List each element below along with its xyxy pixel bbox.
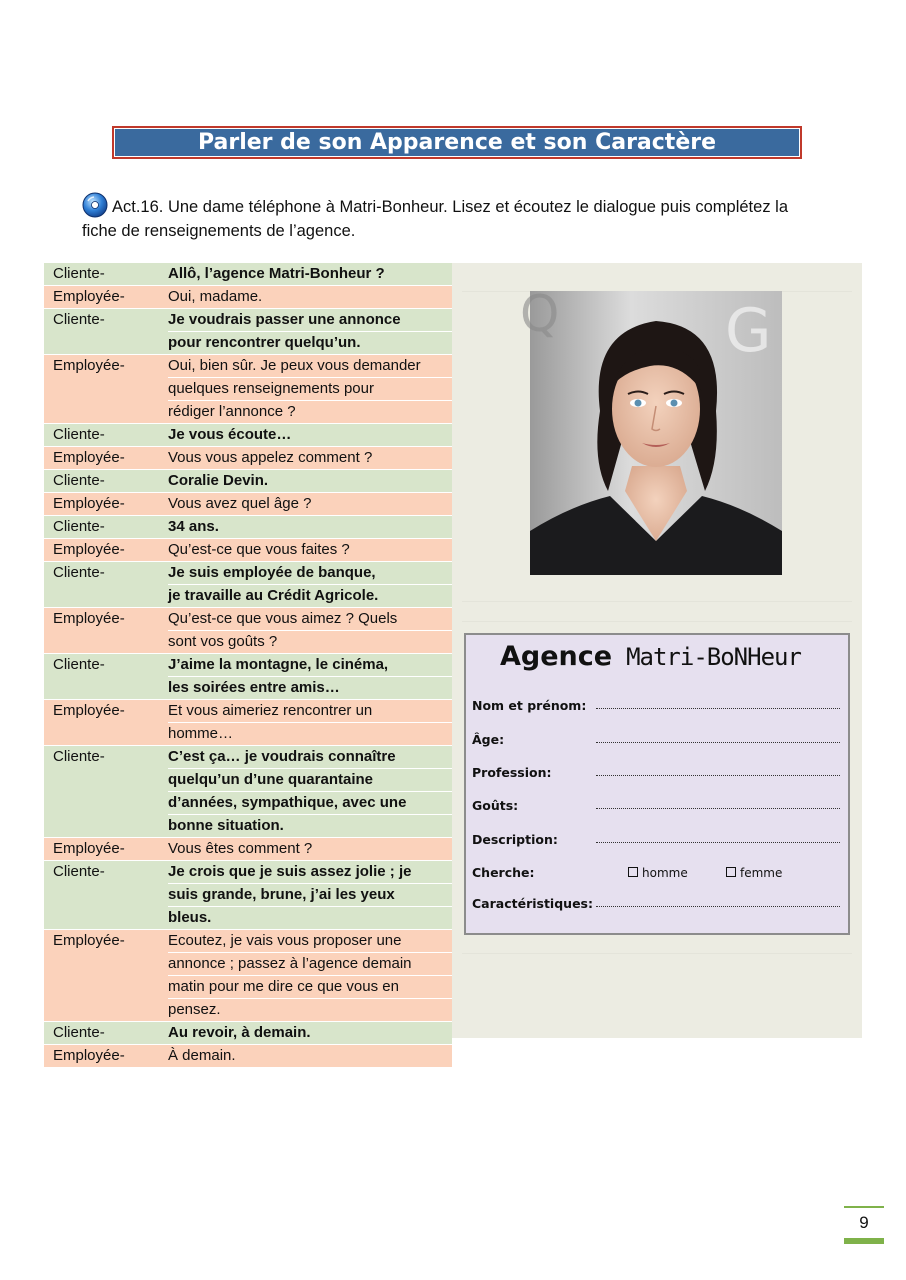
checkbox-homme[interactable]: homme: [628, 866, 688, 880]
dialogue-text: [160, 838, 452, 861]
dialogue-text: [160, 746, 452, 838]
dialogue-text: [160, 562, 452, 608]
dialogue-line: suis grande, brune, j’ai les yeux: [168, 884, 452, 907]
dialogue-row: [44, 700, 452, 746]
speaker-label: Employée-: [44, 539, 160, 562]
dialogue-line: Au revoir, à demain.: [168, 1024, 311, 1041]
agency-form: [464, 633, 850, 935]
right-panel: [452, 263, 862, 1038]
dialogue-line: J’aime la montagne, le cinéma,: [168, 654, 452, 677]
dialogue-line: Qu’est-ce que vous faites ?: [168, 541, 350, 558]
field-nom: Nom et prénom:: [472, 698, 840, 716]
dialogue-row: [44, 355, 452, 424]
speaker-label: Employée-: [44, 930, 160, 1022]
speaker-label: Employée-: [44, 493, 160, 516]
dialogue-text: [160, 930, 452, 1022]
field-description: Description:: [472, 832, 840, 850]
dialogue-line: sont vos goûts ?: [168, 633, 278, 650]
dialogue-line: Vous avez quel âge ?: [168, 495, 312, 512]
speaker-label: Cliente-: [44, 263, 160, 286]
dialogue-text: [160, 470, 452, 493]
form-title-name: Matri-BoNHeur: [626, 643, 801, 671]
dialogue-line: rédiger l’annonce ?: [168, 403, 296, 420]
dialogue-text: [160, 516, 452, 539]
speaker-label: Cliente-: [44, 861, 160, 930]
dialogue-text: [160, 1045, 452, 1068]
checkbox-icon: [726, 867, 736, 877]
dialogue-row: [44, 1045, 452, 1068]
activity-instructions: [82, 192, 802, 243]
dialogue-line: pensez.: [168, 1001, 221, 1018]
speaker-label: Cliente-: [44, 424, 160, 447]
speaker-label: Cliente-: [44, 746, 160, 838]
title-banner: [112, 126, 802, 159]
dialogue-row: [44, 286, 452, 309]
dialogue-line: d’années, sympathique, avec une: [168, 792, 452, 815]
dialogue-row: [44, 654, 452, 700]
dialogue-row: [44, 838, 452, 861]
dialogue-text: [160, 447, 452, 470]
dialogue-row: [44, 608, 452, 654]
speaker-label: Cliente-: [44, 470, 160, 493]
speaker-label: Employée-: [44, 700, 160, 746]
speaker-label: Cliente-: [44, 562, 160, 608]
page-number: 9: [844, 1206, 884, 1244]
dialogue-line: C’est ça… je voudrais connaître: [168, 746, 452, 769]
dialogue-line: Vous vous appelez comment ?: [168, 449, 373, 466]
dialogue-line: pour rencontrer quelqu’un.: [168, 334, 361, 351]
dialogue-line: Oui, bien sûr. Je peux vous demander: [168, 355, 452, 378]
dialogue-text: [160, 263, 452, 286]
dialogue-line: Coralie Devin.: [168, 472, 269, 489]
dialogue-row: [44, 424, 452, 447]
dialogue-row: [44, 309, 452, 355]
dialogue-text: [160, 700, 452, 746]
dialogue-text: [160, 309, 452, 355]
svg-text:G: G: [725, 296, 772, 366]
speaker-label: Employée-: [44, 838, 160, 861]
dialogue-line: À demain.: [168, 1047, 236, 1064]
field-gouts: Goûts:: [472, 798, 840, 816]
field-nom-input[interactable]: [596, 708, 840, 709]
dialogue-line: bonne situation.: [168, 817, 284, 834]
dialogue-line: matin pour me dire ce que vous en: [168, 976, 452, 999]
field-profession-input[interactable]: [596, 775, 840, 776]
speaker-label: Cliente-: [44, 309, 160, 355]
field-caracteristiques: Caractéristiques:: [472, 896, 840, 914]
dialogue-row: [44, 263, 452, 286]
dialogue-line: je travaille au Crédit Agricole.: [168, 587, 379, 604]
svg-text:Q: Q: [520, 285, 560, 343]
dialogue-text: [160, 424, 452, 447]
dialogue-line: Allô, l’agence Matri-Bonheur ?: [168, 265, 385, 282]
dialogue-row: [44, 746, 452, 838]
dialogue-line: Vous êtes comment ?: [168, 840, 313, 857]
dialogue-line: quelqu’un d’une quarantaine: [168, 769, 452, 792]
dialogue-text: [160, 1022, 452, 1045]
field-gouts-input[interactable]: [596, 808, 840, 809]
speaker-label: Employée-: [44, 608, 160, 654]
portrait-photo: [520, 285, 782, 575]
dialogue-row: [44, 930, 452, 1022]
dialogue-line: homme…: [168, 725, 234, 742]
dialogue-line: Oui, madame.: [168, 288, 263, 305]
cd-audio-icon[interactable]: [82, 192, 108, 218]
form-title-agence: Agence: [500, 641, 613, 672]
dialogue-row: [44, 539, 452, 562]
dialogue-row: [44, 562, 452, 608]
dialogue-line: Et vous aimeriez rencontrer un: [168, 700, 452, 723]
speaker-label: Cliente-: [44, 1022, 160, 1045]
dialogue-text: [160, 861, 452, 930]
speaker-label: Cliente-: [44, 654, 160, 700]
field-age-input[interactable]: [596, 742, 840, 743]
checkbox-icon: [628, 867, 638, 877]
dialogue-row: [44, 861, 452, 930]
speaker-label: Employée-: [44, 355, 160, 424]
dialogue-line: Je suis employée de banque,: [168, 562, 452, 585]
dialogue-line: Je vous écoute…: [168, 426, 292, 443]
speaker-label: Employée-: [44, 1045, 160, 1068]
dialogue-row: [44, 493, 452, 516]
dialogue-line: Qu’est-ce que vous aimez ? Quels: [168, 608, 452, 631]
dialogue-row: [44, 447, 452, 470]
field-caracteristiques-input[interactable]: [596, 906, 840, 907]
dialogue-text: [160, 493, 452, 516]
dialogue-line: Je voudrais passer une annonce: [168, 309, 452, 332]
field-profession: Profession:: [472, 765, 840, 783]
dialogue-row: [44, 516, 452, 539]
dialogue-line: annonce ; passez à l’agence demain: [168, 953, 452, 976]
form-title: [500, 641, 801, 672]
speaker-label: Cliente-: [44, 516, 160, 539]
dialogue-text: [160, 539, 452, 562]
dialogue-line: bleus.: [168, 909, 212, 926]
dialogue-text: [160, 654, 452, 700]
dialogue-line: Ecoutez, je vais vous proposer une: [168, 930, 452, 953]
dialogue-text: [160, 608, 452, 654]
speaker-label: Employée-: [44, 286, 160, 309]
dialogue-text: [160, 355, 452, 424]
field-age: Âge:: [472, 732, 840, 750]
intro-text: Act.16. Une dame téléphone à Matri-Bonheur. Lisez et écoutez le dialogue puis complétez la fiche de renseignements de l’agence.: [82, 198, 788, 240]
checkbox-femme[interactable]: femme: [726, 866, 782, 880]
field-description-input[interactable]: [596, 842, 840, 843]
dialogue-text: [160, 286, 452, 309]
speaker-label: Employée-: [44, 447, 160, 470]
dialogue-row: [44, 470, 452, 493]
dialogue-line: les soirées entre amis…: [168, 679, 340, 696]
field-cherche: Cherche: homme femme: [472, 865, 783, 880]
dialogue-line: 34 ans.: [168, 518, 219, 535]
page-title: Parler de son Apparence et son Caractère: [114, 128, 800, 157]
dialogue-table: [44, 263, 452, 1068]
dialogue-line: Je crois que je suis assez jolie ; je: [168, 861, 452, 884]
dialogue-line: quelques renseignements pour: [168, 378, 452, 401]
dialogue-row: [44, 1022, 452, 1045]
